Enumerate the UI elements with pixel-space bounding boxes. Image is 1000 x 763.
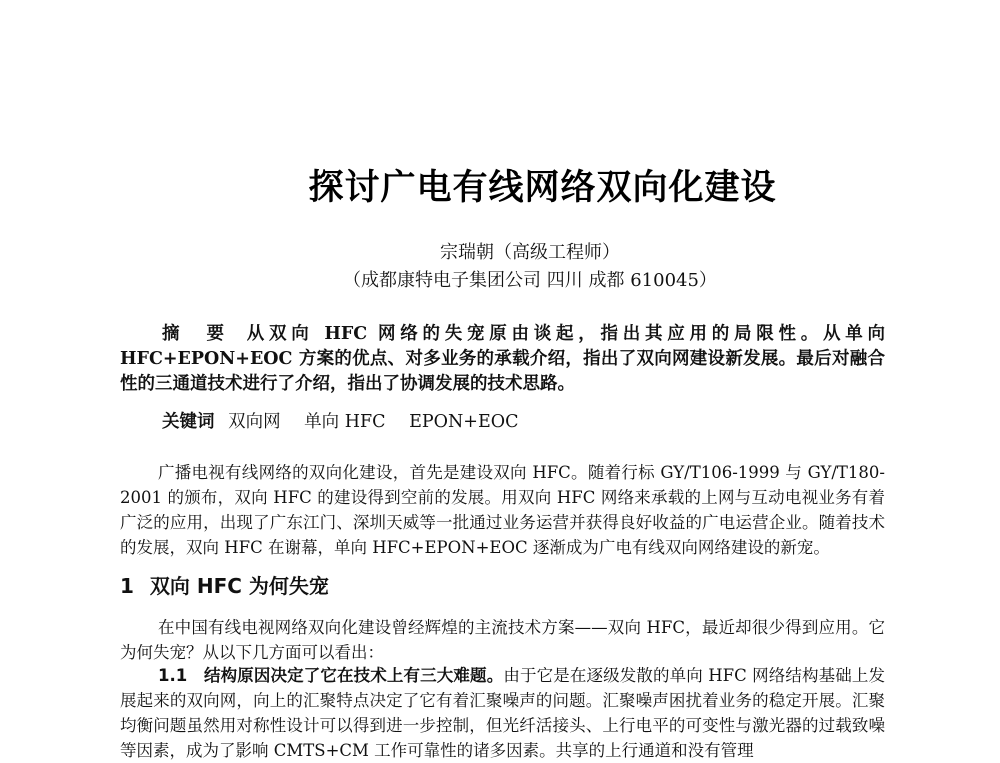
section-heading xyxy=(120,570,329,599)
abstract-text: 从双向 HFC 网络的失宠原由谈起，指出其应用的局限性。从单向 HFC+EPON+EOC 方案的优点、对多业务的承载介绍，指出了双向网建设新发展。最后对融合性的三通道技术进行了介绍，指出了协调发展的技术思路。 xyxy=(120,324,885,394)
abstract-label: 摘 要 xyxy=(162,324,229,344)
keyword-item: 双向网 xyxy=(228,412,281,432)
author-line: 宗瑞朝（高级工程师） xyxy=(440,242,620,263)
keywords-label: 关键词 xyxy=(162,412,215,432)
paragraph-subsection xyxy=(120,663,885,763)
affiliation-line: （成都康特电子集团公司 四川 成都 610045） xyxy=(343,270,717,291)
section-title: 双向 HFC 为何失宠 xyxy=(149,574,329,598)
keyword-item: EPON+EOC xyxy=(409,412,519,432)
section-number: 1 xyxy=(120,574,134,598)
paragraph-intro: 广播电视有线网络的双向化建设，首先是建设双向 HFC。随着行标 GY/T106-1999 与 GY/T180-2001 的颁布，双向 HFC 的建设得到空前的发展。用双向 HFC 网络来承载的上网与互动电视业务有着广泛的应用，出现了广东江门、深圳天威等一批通过业务运营并获得良好收益的广电运营企业。随着技术的发展，双向 HFC 在谢幕，单向 HFC+EPON+EOC 逐渐成为广电有线双向网络建设的新宠。 xyxy=(120,463,885,557)
keyword-item: 单向 HFC xyxy=(304,412,386,432)
subsection-heading: 1.1 结构原因决定了它在技术上有三大难题。 xyxy=(158,666,504,685)
subsection-text: 由于它是在逐级发散的单向 HFC 网络结构基础上发展起来的双向网，向上的汇聚特点决定了它有着汇聚噪声的问题。汇聚噪声困扰着业务的稳定开展。汇聚均衡问题虽然用对称性设计可以得到进一步控制，但光纤活接头、上行电平的可变性与激光器的过载致噪等因素，成为了影响 CMTS+CM 工作可靠性的诸多因素。共享的上行通道和没有管理 xyxy=(120,666,886,760)
abstract xyxy=(120,322,885,397)
paper-title: 探讨广电有线网络双向化建设 xyxy=(308,168,777,208)
paragraph-section1: 在中国有线电视网络双向化建设曾经辉煌的主流技术方案——双向 HFC，最近却很少得到应用。它为何失宠？从以下几方面可以看出： xyxy=(120,618,885,662)
keywords xyxy=(162,410,536,435)
